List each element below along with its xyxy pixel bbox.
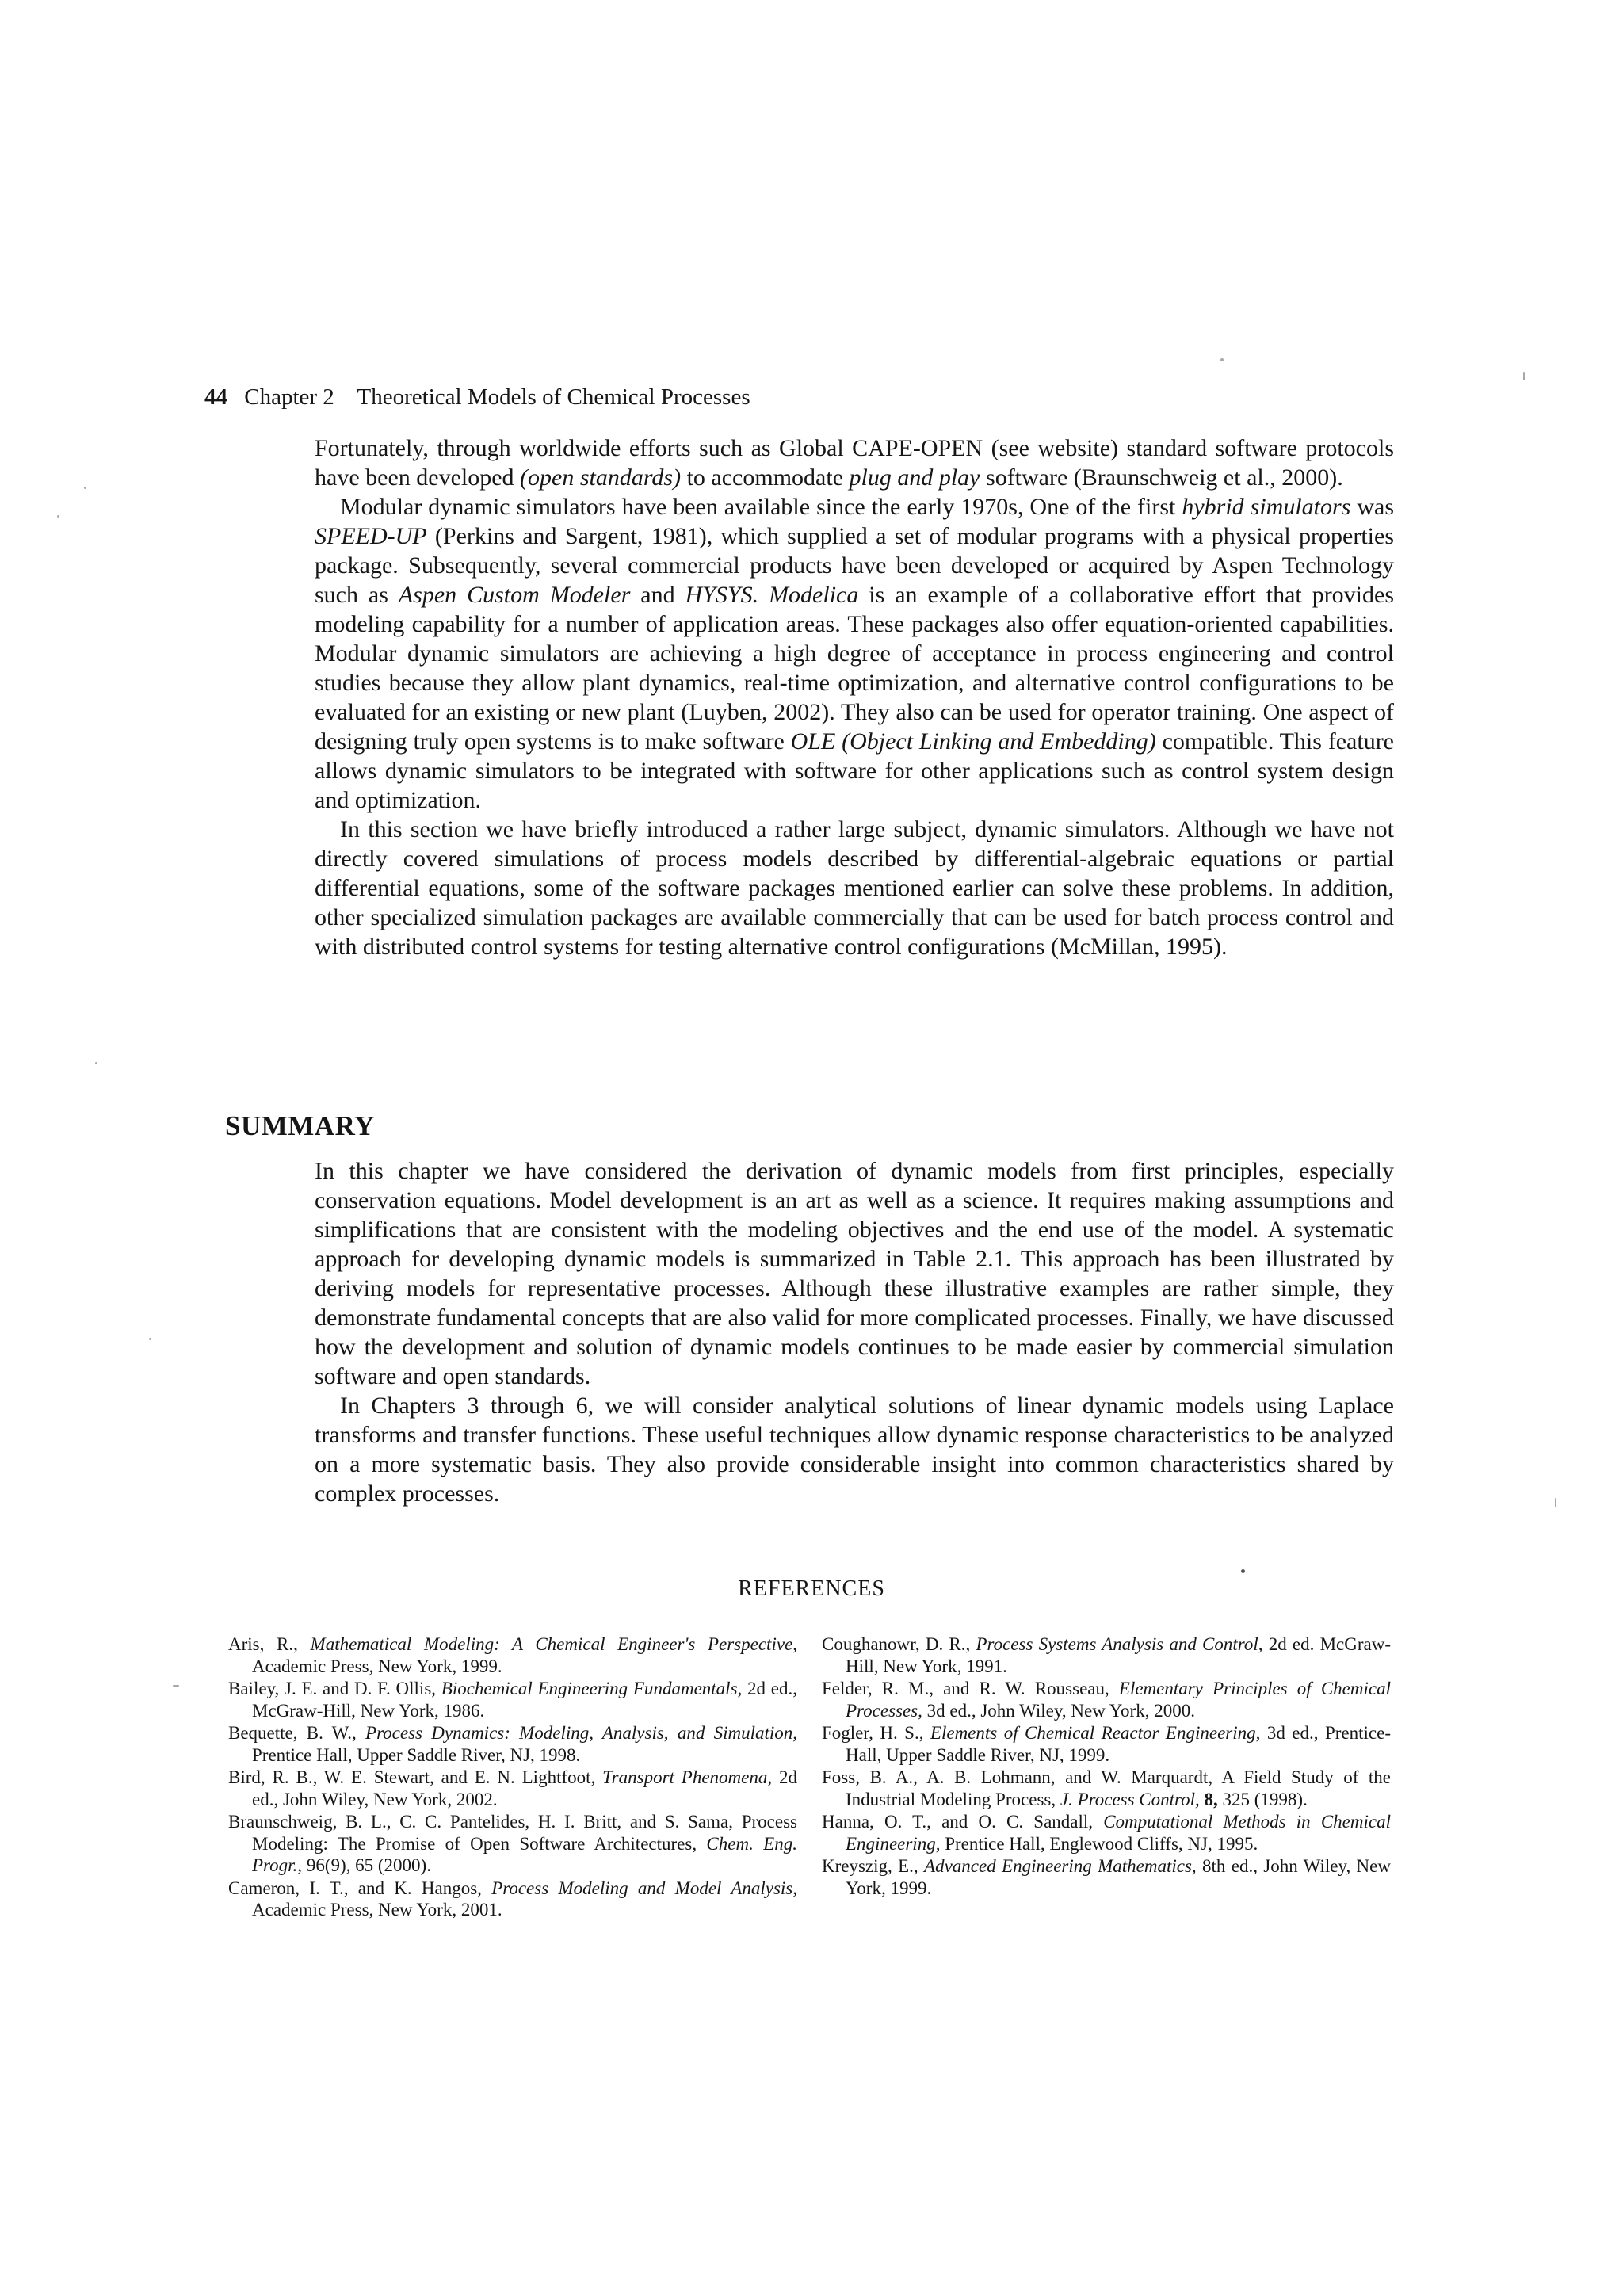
scan-speck bbox=[1241, 1569, 1245, 1573]
paragraph: Modular dynamic simulators have been available since the early 1970s, One of the first hybrid simulators was SPEED-UP (Perkins and Sargent, 1981), which supplied a set of modular programs with a physical properties package. Subsequently, several commercial products have been developed or acquired by Aspen Technology such as Aspen Custom Modeler and HYSYS. Modelica is an example of a collaborative effort that provides modeling capability for a number of application areas. These packages also offer equation-oriented capabilities. Modular dynamic simulators are achieving a high degree of acceptance in process engineering and control studies because they allow plant dynamics, real-time optimization, and alternative control configurations to be evaluated for an existing or new plant (Luyben, 2002). They also can be used for operator training. One aspect of designing truly open systems is to make software OLE (Object Linking and Embedding) compatible. This feature allows dynamic simulators to be integrated with software for other applications such as control system design and optimization. bbox=[315, 494, 1395, 813]
scan-speck bbox=[1555, 1498, 1556, 1507]
summary-body bbox=[315, 1156, 1394, 1508]
page-number: 44 bbox=[204, 384, 227, 410]
reference-entry: Bailey, J. E. and D. F. Ollis, Biochemical Engineering Fundamentals, 2d ed., McGraw-Hill, New York, 1986. bbox=[228, 1679, 797, 1721]
references-right-column bbox=[822, 1633, 1391, 1900]
reference-entry: Foss, B. A., A. B. Lohmann, and W. Marquardt, A Field Study of the Industrial Modeling Process, J. Process Control, 8, 325 (1998). bbox=[822, 1767, 1391, 1809]
scan-speck bbox=[57, 515, 59, 518]
scan-speck bbox=[84, 487, 86, 489]
reference-entry: Cameron, I. T., and K. Hangos, Process Modeling and Model Analysis, Academic Press, New York, 2001. bbox=[228, 1878, 797, 1920]
reference-entry: Coughanowr, D. R., Process Systems Analysis and Control, 2d ed. McGraw-Hill, New York, 1991. bbox=[822, 1634, 1391, 1676]
paragraph: Fortunately, through worldwide efforts such as Global CAPE-OPEN (see website) standard software protocols have been developed (open standards) to accommodate plug and play software (Braunschweig et al., 2000). bbox=[315, 435, 1394, 491]
paragraph: In this section we have briefly introduced a rather large subject, dynamic simulators. Although we have not directly covered simulations of process models described by differential-algebraic equations or partial differential equations, some of the software packages mentioned earlier can solve these problems. In addition, other specialized simulation packages are available commercially that can be used for batch process control and with distributed control systems for testing alternative control configurations (McMillan, 1995). bbox=[315, 816, 1394, 960]
reference-entry: Hanna, O. T., and O. C. Sandall, Computational Methods in Chemical Engineering, Prentice Hall, Englewood Cliffs, NJ, 1995. bbox=[822, 1812, 1391, 1854]
scan-speck bbox=[1523, 372, 1525, 380]
reference-entry: Kreyszig, E., Advanced Engineering Mathematics, 8th ed., John Wiley, New York, 1999. bbox=[822, 1856, 1391, 1898]
summary-heading: SUMMARY bbox=[225, 1110, 375, 1141]
reference-entry: Felder, R. M., and R. W. Rousseau, Elementary Principles of Chemical Processes, 3d ed., John Wiley, New York, 2000. bbox=[822, 1679, 1391, 1721]
scan-speck bbox=[149, 1338, 151, 1340]
references-left-column bbox=[228, 1633, 797, 1922]
reference-entry: Braunschweig, B. L., C. C. Pantelides, H. I. Britt, and S. Sama, Process Modeling: The Promise of Open Software Architectures, Chem. Eng. Progr., 96(9), 65 (2000). bbox=[228, 1812, 797, 1875]
chapter-label: Chapter 2 bbox=[244, 384, 334, 410]
reference-entry: Bequette, B. W., Process Dynamics: Modeling, Analysis, and Simulation, Prentice Hall, Upper Saddle River, NJ, 1998. bbox=[228, 1723, 797, 1765]
scan-speck bbox=[1220, 358, 1224, 361]
reference-entry: Bird, R. B., W. E. Stewart, and E. N. Lightfoot, Transport Phenomena, 2d ed., John Wiley, New York, 2002. bbox=[228, 1767, 798, 1809]
scan-speck bbox=[95, 1062, 97, 1064]
running-head bbox=[204, 381, 750, 413]
scan-speck bbox=[173, 1685, 179, 1687]
chapter-title: Theoretical Models of Chemical Processes bbox=[357, 384, 750, 410]
paragraph: In Chapters 3 through 6, we will consider analytical solutions of linear dynamic models using Laplace transforms and transfer functions. These useful techniques allow dynamic response characteristics to be analyzed on a more systematic basis. They also provide considerable insight into common characteristics shared by complex processes. bbox=[315, 1392, 1394, 1507]
reference-entry: Aris, R., Mathematical Modeling: A Chemical Engineer's Perspective, Academic Press, New York, 1999. bbox=[228, 1634, 798, 1676]
section-body bbox=[315, 434, 1394, 961]
reference-entry: Fogler, H. S., Elements of Chemical Reactor Engineering, 3d ed., Prentice-Hall, Upper Saddle River, NJ, 1999. bbox=[822, 1723, 1391, 1765]
paragraph: In this chapter we have considered the derivation of dynamic models from first principles, especially conservation equations. Model development is an art as well as a science. It requires making assumptions and simplifications that are consistent with the modeling objectives and the end use of the model. A systematic approach for developing dynamic models is summarized in Table 2.1. This approach has been illustrated by deriving models for representative processes. Although these illustrative examples are rather simple, they demonstrate fundamental concepts that are also valid for more complicated processes. Finally, we have discussed how the development and solution of dynamic models continues to be made easier by commercial simulation software and open standards. bbox=[315, 1158, 1394, 1389]
references-heading: REFERENCES bbox=[738, 1576, 885, 1601]
